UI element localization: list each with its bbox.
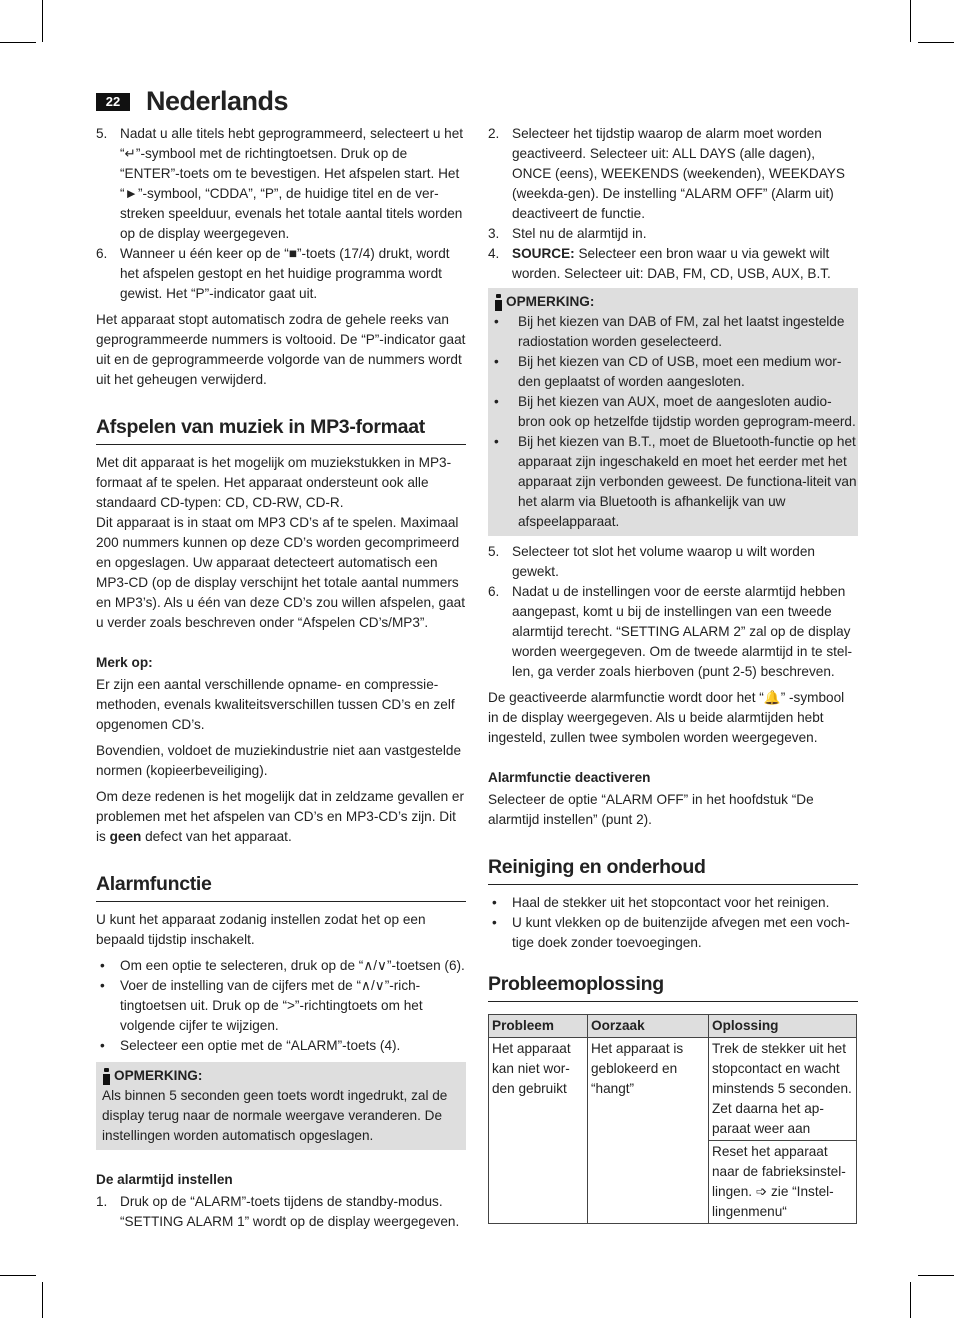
paragraph: Het apparaat stopt automatisch zodra de gehele reeks van geprogrammeerde nummers is voltooid. De “P”-indicator gaat uit en de geprogrammeerde volgorde van de nummers wordt uit het geheugen verwijderd.: [96, 312, 466, 387]
paragraph: U kunt het apparaat zodanig instellen zodat het op een bepaald tijdstip inschakelt.: [96, 912, 426, 947]
right-column: [488, 124, 858, 1224]
list-item: • Om een optie te selecteren, druk op de “∧/∨”-toetsen (6).: [100, 958, 465, 973]
table-row: Het apparaat kan niet wor-den gebruikt Het apparaat is geblokeerd en “hangt” Trek de stekker uit het stopcontact en wacht minstends 5 seconden. Zet daarna het ap-paraat weer aan: [489, 1038, 857, 1141]
crop-mark: [918, 42, 954, 43]
paragraph: Met dit apparaat is het mogelijk om muziekstukken in MP3-formaat af te spelen. Het apparaat ondersteunt ook alle standaard CD-typen: CD, CD-RW, CD-R.: [96, 455, 452, 510]
subheading-merk-op: Merk op:: [96, 655, 153, 670]
crop-mark: [910, 1282, 911, 1318]
list-item: 4. SOURCE: Selecteer een bron waar u via gewekt wilt worden. Selecteer uit: DAB, FM, CD, USB, AUX, B.T.: [488, 246, 831, 281]
crop-mark: [0, 1275, 36, 1276]
section-heading-troubleshooting: Probleemoplossing: [488, 953, 858, 1002]
alarm-steps: [488, 124, 858, 284]
paragraph: Selecteer de optie “ALARM OFF” in het hoofdstuk “De alarmtijd instellen” (punt 2).: [488, 792, 814, 827]
table-row: Reset het apparaat naar de fabrieksinstel-lingen. ➩ zie “Instel-lingenmenu“: [489, 1141, 857, 1224]
table-header-row: Probleem Oorzaak Oplossing: [489, 1015, 857, 1038]
crop-mark: [42, 1282, 43, 1318]
crop-mark: [910, 0, 911, 42]
crop-mark: [42, 0, 43, 42]
list-item: 6. Nadat u de instellingen voor de eerste alarmtijd hebben aangepast, komt u bij de instellingen van een tweede alarmtijd terecht. “SETTING ALARM 2” zal op de display worden weergegeven. Om de tweede alarmtijd in te stel-len, ga verder zoals hierboven (punt 2-5) beschreven.: [488, 584, 853, 679]
left-column: [96, 124, 466, 1232]
crop-mark: [918, 1275, 954, 1276]
note-box: OPMERKING: Als binnen 5 seconden geen toets wordt ingedrukt, zal de display terug naar de normale weergave veranderen. De instellingen worden automatisch opgeslagen.: [96, 1062, 466, 1150]
paragraph: Bovendien, voldoet de muziekindustrie niet aan vastgestelde normen (kopieerbeveiliging).: [96, 743, 462, 778]
list-item: 5. Selecteer tot slot het volume waarop u wilt worden gewekt.: [488, 544, 815, 579]
list-item: • Haal de stekker uit het stopcontact voor het reinigen.: [492, 895, 830, 910]
paragraph: Om deze redenen is het mogelijk dat in zeldzame gevallen er problemen met het afspelen van CD’s en MP3-CD’s zijn. Dit is geen defect van het apparaat.: [96, 789, 464, 844]
list-item: 1. Druk op de “ALARM”-toets tijdens de standby-modus. “SETTING ALARM 1” wordt op de display weergegeven.: [96, 1194, 460, 1229]
page-number: 22: [96, 93, 130, 111]
list-item: 3. Stel nu de alarmtijd in.: [488, 226, 647, 241]
list-item: • Bij het kiezen van DAB of FM, zal het laatst ingestelde radiostation worden geselecteerd.: [494, 314, 845, 349]
section-heading-mp3: Afspelen van muziek in MP3-formaat: [96, 396, 466, 445]
crop-mark: [0, 42, 36, 43]
program-steps: [96, 124, 466, 304]
paragraph: Dit apparaat is in staat om MP3 CD’s af te spelen. Maximaal 200 nummers kunnen op deze CD’s worden gecomprimeerd en opgeslagen. Uw apparaat detecteert automatisch een MP3-CD (op de display verschijnt het totale aantal nummers en MP3’s). Als u één van deze CD’s zou willen afspelen, gaat u verder zoals beschreven onder “Afspelen CD’s/MP3”.: [96, 515, 466, 630]
note-box: OPMERKING: • Bij het kiezen van DAB of FM, zal het laatst ingestelde radiostation worden geselecteerd. • Bij het kiezen van CD of USB, moet een medium wor-den geplaatst of worden aangesloten. • Bij het kiezen van AUX, moet de aangesloten audio-bron ook op hetzelfde tijdstip worden geprogram-meerd. • Bij het kiezen van B.T., moet de Bluetooth-functie op het apparaat zijn ingeschakeld en moet het eerder met het apparaat zijn verbonden geweest. De functiona-liteit van het alarm via Bluetooth is afhankelijk van uw afspeelapparaat.: [488, 288, 858, 536]
section-heading-alarm: Alarmfunctie: [96, 853, 466, 902]
paragraph: De geactiveerde alarmfunctie wordt door het “🔔” -symbool in de display weergegeven. Als u beide alarmtijden hebt ingesteld, zullen twee symbolen worden weergegeven.: [488, 690, 845, 745]
list-item: • Bij het kiezen van CD of USB, moet een medium wor-den geplaatst of worden aangesloten.: [494, 354, 842, 389]
alarm-bullets: [96, 956, 466, 1056]
info-icon: [102, 1068, 110, 1085]
list-item: 2. Selecteer het tijdstip waarop de alarm moet worden geactiveerd. Selecteer uit: ALL DAYS (alle dagen), ONCE (eens), WEEKENDS (weekenden), WEEKDAYS (weekda-gen). De instelling “ALARM OFF” (Alarm uit) deactiveert de functie.: [488, 126, 845, 221]
subheading-alarm-set: De alarmtijd instellen: [96, 1172, 233, 1187]
section-heading-cleaning: Reiniging en onderhoud: [488, 836, 858, 885]
troubleshooting-table: [488, 1014, 857, 1224]
list-item: 6. Wanneer u één keer op de “■”-toets (17/4) drukt, wordt het afspelen gestopt en het huidige programma wordt gewist. Het “P”-indicator gaat uit.: [96, 246, 450, 301]
info-icon: [494, 294, 502, 311]
page-title: Nederlands: [146, 86, 289, 116]
note-text: Als binnen 5 seconden geen toets wordt ingedrukt, zal de display terug naar de normale weergave veranderen. De instellingen worden automatisch opgeslagen.: [102, 1088, 448, 1143]
list-item: • Voer de instelling van de cijfers met de “∧/∨”-rich-tingtoetsen uit. Druk op de “>”-richtingtoets om het volgende cijfer te wijzigen.: [100, 978, 423, 1033]
subheading-deactivate: Alarmfunctie deactiveren: [488, 770, 651, 785]
list-item: • Bij het kiezen van B.T., moet de Bluetooth-functie op het apparaat zijn ingeschakeld en moet het eerder met het apparaat zijn verbonden geweest. De functiona-liteit van het alarm via Bluetooth is afhankelijk van uw afspeelapparaat.: [494, 434, 857, 529]
list-item: • U kunt vlekken op de buitenzijde afvegen met een voch-tige doek zonder toevoegingen.: [492, 915, 850, 950]
paragraph: Er zijn een aantal verschillende opname- en compressie-methoden, evenals kwaliteitsverschillen tussen CD’s en zelf opgenomen CD’s.: [96, 677, 455, 732]
list-item: 5. Nadat u alle titels hebt geprogrammeerd, selecteert u het “↵”-symbool met de richtingtoetsen. Druk op de “ENTER”-toets om te bevestigen. Het afspelen start. Het “►”-symbool, “CDDA”, “P”, de huidige titel en de ver-streken speelduur, evenals het totale aantal titels worden op de display weergegeven.: [96, 126, 464, 241]
list-item: • Bij het kiezen van AUX, moet de aangesloten audio-bron ook op hetzelfde tijdstip worden geprogram-meerd.: [494, 394, 856, 429]
list-item: • Selecteer een optie met de “ALARM”-toets (4).: [100, 1038, 401, 1053]
